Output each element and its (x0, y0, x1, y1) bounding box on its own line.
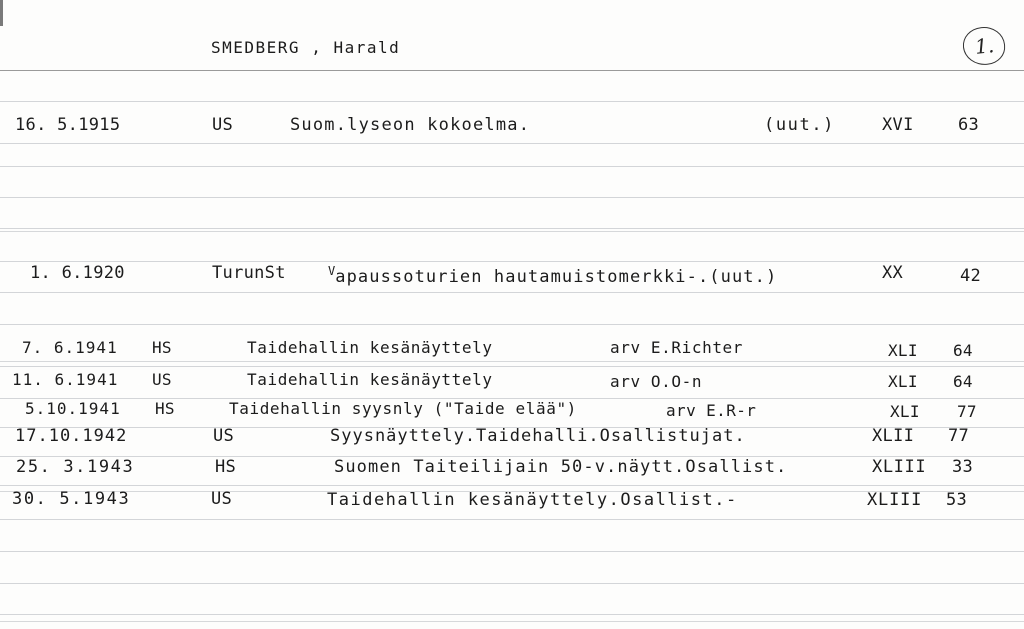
entry-date: 16. 5.1915 (15, 115, 121, 135)
rule-line (0, 614, 1024, 615)
entry-title-text: apaussoturien hautamuistomerkki-.(uut.) (335, 267, 778, 287)
entry-page: 53 (946, 490, 968, 510)
entry-note: arv E.R-r (666, 401, 757, 420)
entry-title: Suom.lyseon kokoelma. (290, 115, 531, 135)
rule-line (0, 485, 1024, 486)
entry-page: 64 (953, 372, 973, 391)
entry-newspaper: TurunSt (212, 263, 286, 283)
entry-page: 77 (948, 426, 970, 446)
entry-page: 33 (952, 457, 974, 477)
entry-date: 17.10.1942 (15, 426, 128, 446)
entry-date: 1. 6.1920 (30, 263, 125, 283)
entry-title-prefix: V (328, 264, 336, 278)
entry-volume: XLIII (872, 457, 927, 477)
entry-note: arv E.Richter (610, 338, 744, 357)
rule-line (0, 143, 1024, 144)
rule-line (0, 551, 1024, 552)
person-name: SMEDBERG , Harald (211, 38, 401, 57)
entry-title: Taidehallin kesänäyttely.Osallist.- (327, 490, 738, 510)
rule-line (0, 292, 1024, 293)
entry-title (328, 265, 777, 286)
entry-newspaper: US (152, 370, 172, 389)
entry-title: Syysnäyttely.Taidehalli.Osallistujat. (330, 426, 746, 446)
entry-date: 30. 5.1943 (12, 489, 131, 509)
rule-line (0, 228, 1024, 229)
entry-volume: XLIII (867, 490, 923, 510)
rule-line (0, 197, 1024, 198)
card-number: 1. (973, 33, 996, 59)
entry-note: arv O.O-n (610, 372, 703, 391)
entry-newspaper: HS (152, 338, 172, 357)
entry-volume: XLI (890, 402, 920, 421)
entry-page: 77 (957, 402, 977, 421)
entry-volume: XVI (882, 115, 914, 135)
entry-newspaper: HS (155, 399, 175, 418)
rule-line (0, 261, 1024, 262)
entry-volume: XLI (888, 341, 918, 360)
entry-date: 11. 6.1941 (12, 370, 119, 389)
rule-line (0, 324, 1024, 325)
entry-newspaper: US (211, 489, 233, 509)
rule-line (0, 519, 1024, 520)
rule-line (0, 583, 1024, 584)
entry-page: 64 (953, 341, 973, 360)
entry-date: 7. 6.1941 (22, 338, 118, 357)
entry-newspaper: US (212, 115, 234, 135)
entry-newspaper: US (213, 426, 235, 446)
entry-title: Taidehallin kesänäyttely (247, 370, 493, 389)
rule-line (0, 166, 1024, 167)
entry-title: Taidehallin syysnly ("Taide elää") (229, 399, 577, 418)
entry-title: Taidehallin kesänäyttely (247, 338, 493, 357)
entry-volume: XX (882, 263, 904, 283)
rule-line (0, 101, 1024, 102)
entry-page: 42 (960, 266, 982, 286)
rule-line (0, 366, 1024, 367)
header-divider (0, 70, 1024, 71)
entry-page: 63 (958, 115, 980, 135)
entry-volume: XLI (888, 372, 918, 391)
entry-note: (uut.) (764, 115, 836, 135)
entry-date: 25. 3.1943 (16, 457, 135, 477)
entry-newspaper: HS (215, 457, 237, 477)
entry-title: Suomen Taiteilijain 50-v.näytt.Osallist. (334, 457, 788, 477)
entry-date: 5.10.1941 (25, 399, 121, 418)
entry-volume: XLII (872, 426, 915, 446)
